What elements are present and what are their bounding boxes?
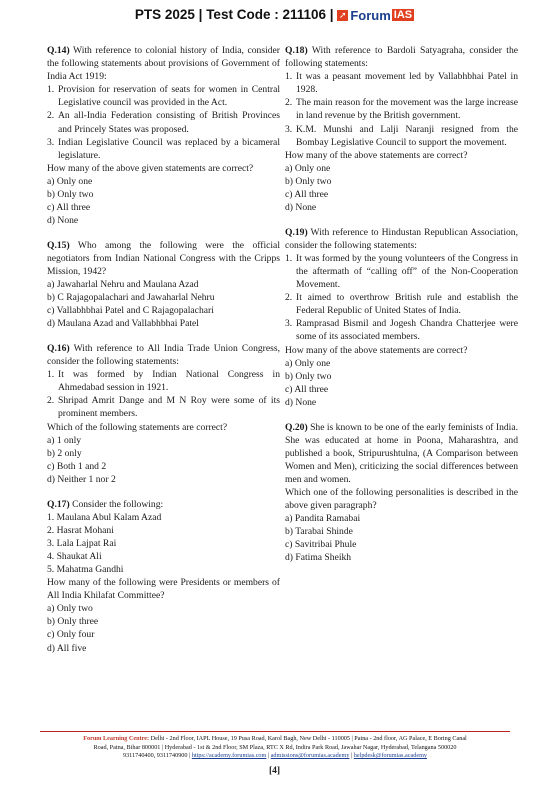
list-item: 5. Mahatma Gandhi <box>47 563 124 575</box>
option-d[interactable]: d) Fatima Sheikh <box>285 552 352 564</box>
question-20: Q.20) She is known to be one of the early feminists of India. She was educated at home in Poona, Maharashtra, and published a book, Stripurushtulna, (A Comparison between Women and Men), criticizing the social differences between men and women. Which one of the following personalities is described in the above given paragraph? a) Pandita Ramabai b) Tarabai Shinde c) Savitribai Phule d) Fatima Sheikh <box>285 421 518 564</box>
helpdesk-email-link[interactable]: helpdesk@forumias.academy <box>353 752 427 760</box>
list-item: 1. Maulana Abul Kalam Azad <box>47 511 162 523</box>
page-header <box>0 7 549 23</box>
forumias-logo: ➚ Forum IAS <box>339 7 413 23</box>
footer-label: Forum Learning Centre: <box>83 735 150 742</box>
option-a[interactable]: a) 1 only <box>47 434 82 446</box>
option-d[interactable]: d) None <box>285 202 317 214</box>
statement: 2. The main reason for the movement was the large increase in land revenue by the British government. <box>285 97 518 122</box>
question-ask: How many of the above statements are correct? <box>285 344 468 356</box>
statement: 3. Ramprasad Bismil and Jogesh Chandra Chatterjee were some of its associated members. <box>285 318 518 343</box>
option-a[interactable]: a) Only one <box>285 357 331 369</box>
option-c[interactable]: c) All three <box>47 202 91 214</box>
option-d[interactable]: d) Neither 1 nor 2 <box>47 473 116 485</box>
footer-phones: 9311740400, 9311740900 | <box>122 752 191 760</box>
question-19: Q.19) With reference to Hindustan Republican Association, consider the following statements: 1. It was formed by the young volunteers of the Congress in the aftermath of “calling off” of the Non-Cooperation Movement. 2. It aimed to overthrow British rule and establish the Federal Republic of United States of India. 3. Ramprasad Bismil and Jogesh Chandra Chatterjee were some of its associated members. How many of the above statements are correct? a) Only one b) Only two c) All three d) None <box>285 226 518 408</box>
question-14: Q.14) With reference to colonial history of India, consider the following statements about provisions of Government of India Act 1919: 1. Provision for reservation of seats for women in Central Legislative council was provided in the Act. 2. An all-India Federation consisting of British Provinces and Princely States was proposed. 3. Indian Legislative Council was replaced by a bicameral legislature. How many of the above given statements are correct? a) Only one b) Only two c) All three d) None <box>47 45 280 227</box>
option-b[interactable]: b) Only two <box>285 175 332 187</box>
option-a[interactable]: a) Jawaharlal Nehru and Maulana Azad <box>47 279 199 291</box>
option-a[interactable]: a) Only one <box>285 162 331 174</box>
statement: 2. Shripad Amrit Dange and M N Roy were some of its prominent members. <box>47 395 280 420</box>
page-number: [4] <box>268 766 281 776</box>
forum-logo-icon: ➚ <box>339 9 347 20</box>
question-18: Q.18) With reference to Bardoli Satyagraha, consider the following statements: 1. It was a peasant movement led by Vallabhbhai Patel in 1928. 2. The main reason for the movement was the large increase in land revenue by the British government. 3. K.M. Munshi and Lalji Naranji resigned from the Bombay Legislative Council to support the movement. How many of the above statements are correct? a) Only one b) Only two c) All three d) None <box>285 45 518 214</box>
option-b[interactable]: b) Only two <box>285 370 332 382</box>
header-title: PTS 2025 | Test Code : 211106 | <box>134 7 334 22</box>
option-d[interactable]: d) Maulana Azad and Vallabhbhai Patel <box>47 318 199 330</box>
option-b[interactable]: b) Only three <box>47 616 99 628</box>
question-ask: How many of the above statements are correct? <box>285 149 468 161</box>
option-c[interactable]: c) Only four <box>47 629 95 641</box>
statement: 2. It aimed to overthrow British rule and establish the Federal Republic of United States of India. <box>285 292 518 317</box>
option-d[interactable]: d) None <box>47 215 79 227</box>
option-c[interactable]: c) Vallabhbhai Patel and C Rajagopalachari <box>47 305 214 317</box>
question-15: Q.15) Who among the following were the official negotiators from Indian National Congress with the Cripps Mission, 1942? a) Jawaharlal Nehru and Maulana Azad b) C Rajagopalachari and Jawaharlal Nehru c) Vallabhbhai Patel and C Rajagopalachari d) Maulana Azad and Vallabhbhai Patel <box>47 239 280 330</box>
statement: 3. K.M. Munshi and Lalji Naranji resigned from the Bombay Legislative Council to support the movement. <box>285 123 518 148</box>
question-ask: How many of the following were Presidents or members of All India Khilafat Committee? <box>47 577 280 602</box>
statement: 3. Indian Legislative Council was replaced by a bicameral legislature. <box>47 136 280 161</box>
list-item: 2. Hasrat Mohani <box>47 524 114 536</box>
option-a[interactable]: a) Only one <box>47 175 93 187</box>
question-17: Q.17) Consider the following: 1. Maulana Abul Kalam Azad 2. Hasrat Mohani 3. Lala Lajpat Rai 4. Shaukat Ali 5. Mahatma Gandhi How many of the following were Presidents or members of All India Khilafat Committee? a) Only two b) Only three c) Only four d) All five <box>47 498 280 654</box>
question-ask: How many of the above given statements are correct? <box>47 162 254 174</box>
option-d[interactable]: d) None <box>285 396 317 408</box>
statement: 1. It was formed by the young volunteers of the Congress in the aftermath of “calling off” of the Non-Cooperation Movement. <box>285 252 518 291</box>
statement: 2. An all-India Federation consisting of British Provinces and Princely States was proposed. <box>47 110 280 135</box>
option-b[interactable]: b) C Rajagopalachari and Jawaharlal Nehru <box>47 292 215 304</box>
statement: 1. It was formed by Indian National Congress in Ahmedabad session in 1921. <box>47 369 280 394</box>
website-link[interactable]: https://academy.forumias.com <box>191 752 267 760</box>
question-16: Q.16) With reference to All India Trade Union Congress, consider the following statements: 1. It was formed by Indian National Congress in Ahmedabad session in 1921. 2. Shripad Amrit Dange and M N Roy were some of its prominent members. Which of the following statements are correct? a) 1 only b) 2 only c) Both 1 and 2 d) Neither 1 nor 2 <box>47 342 280 485</box>
option-b[interactable]: b) Only two <box>47 189 94 201</box>
option-b[interactable]: b) Tarabai Shinde <box>285 526 353 538</box>
question-ask: Which of the following statements are correct? <box>47 421 228 433</box>
list-item: 4. Shaukat Ali <box>47 550 102 562</box>
option-c[interactable]: c) Savitribai Phule <box>285 539 357 551</box>
option-d[interactable]: d) All five <box>47 642 87 654</box>
option-a[interactable]: a) Only two <box>47 603 93 615</box>
option-c[interactable]: c) All three <box>285 383 329 395</box>
footer-address-line2: Road, Patna, Bihar 800001 | Hyderabad - 1st & 2nd Floor, SM Plaza, RTC X Rd, Indira Park Road, Jawahar Nagar, Hyderabad, Telangana 500020 <box>93 743 457 751</box>
left-column <box>47 44 280 666</box>
footer-address-line1: Delhi - 2nd Floor, IAPL House, 19 Pusa Road, Karol Bagh, New Delhi - 110005 | Patna - 2nd floor, AG Palace, E Boring Canal <box>150 735 467 742</box>
admissions-email-link[interactable]: admissions@forumias.academy <box>270 752 350 760</box>
list-item: 3. Lala Lajpat Rai <box>47 537 117 549</box>
statement: 1. Provision for reservation of seats for women in Central Legislative council was provided in the Act. <box>47 84 280 109</box>
question-ask: Which one of the following personalities is described in the above given paragraph? <box>285 487 518 512</box>
right-column <box>285 44 518 576</box>
option-c[interactable]: c) All three <box>285 189 329 201</box>
option-b[interactable]: b) 2 only <box>47 447 82 459</box>
page-footer: Forum Learning Centre: Delhi - 2nd Floor, IAPL House, 19 Pusa Road, Karol Bagh, New Delhi - 110005 | Patna - 2nd floor, AG Palace, E Boring Canal Road, Patna, Bihar 800001 | Hyderabad - 1st & 2nd Floor, SM Plaza, RTC X Rd, Indira Park Road, Jawahar Nagar, Hyderabad, Telangana 500020 9311740400, 9311740900 | https://academy.forumias.com | admissions@forumias.academy | helpdesk@forumias.academy <box>40 731 510 761</box>
option-a[interactable]: a) Pandita Ramabai <box>285 513 361 525</box>
option-c[interactable]: c) Both 1 and 2 <box>47 460 107 472</box>
statement: 1. It was a peasant movement led by Vallabhbhai Patel in 1928. <box>285 71 518 96</box>
